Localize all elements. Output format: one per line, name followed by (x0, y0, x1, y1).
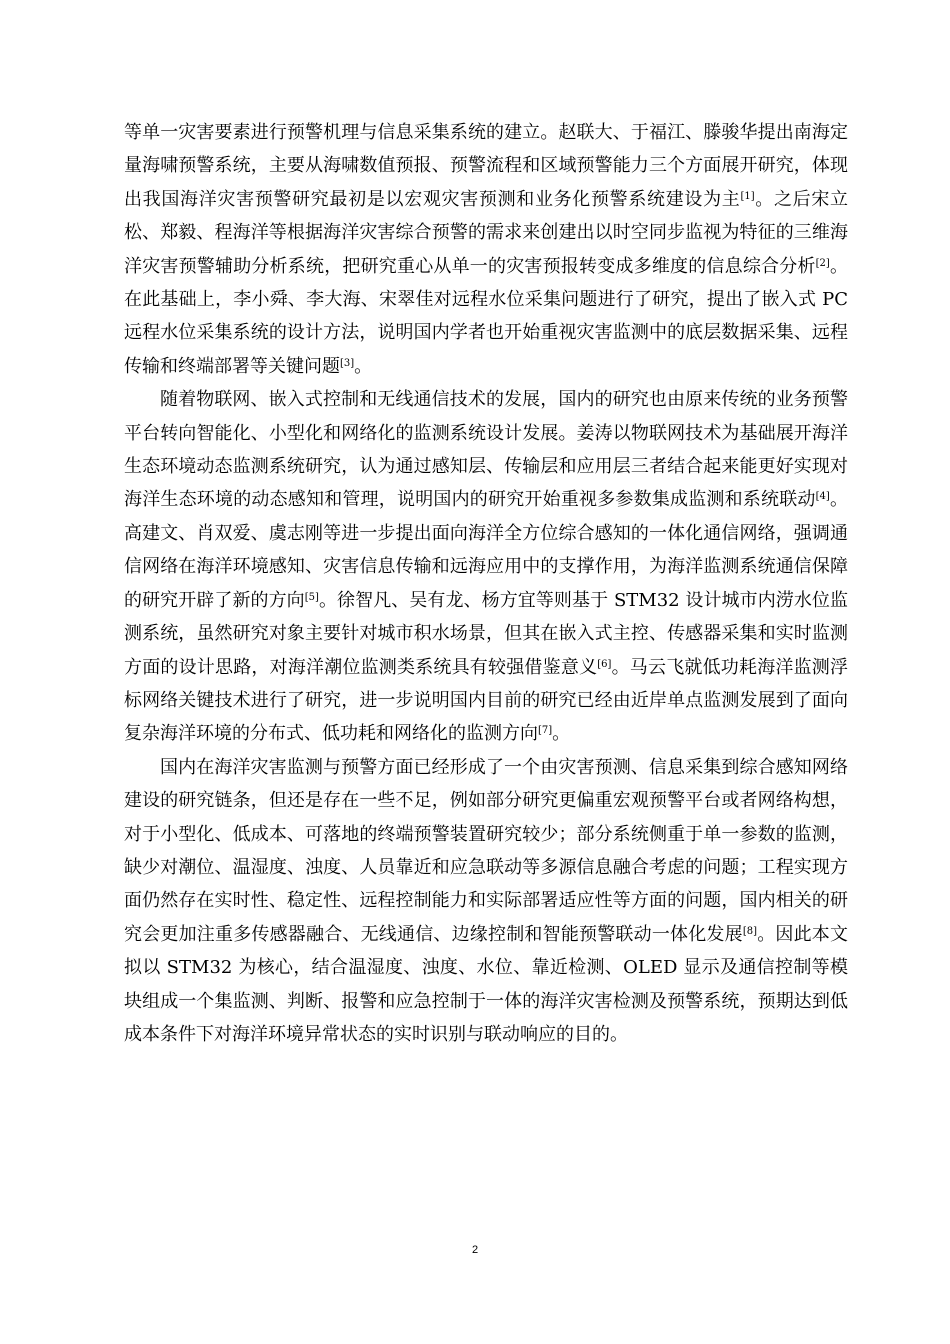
paragraph-text: 。 (552, 723, 571, 745)
citation-marker: [8] (742, 925, 757, 937)
paragraph-text: 。马云飞就低功耗海洋监测浮标网络关键技术进行了研究，进一步说明国内目前的研究已经由近岸单点监测发展到了面向复杂海洋环境的分布式、低功耗和网络化的监测方向 (124, 656, 848, 745)
citation-marker: [1] (740, 190, 755, 202)
paragraph-text: 。徐智凡、吴有龙、杨方宜等则基于 STM32 设计城市内涝水位监测系统，虽然研究对象主要针对城市积水场景，但其在嵌入式主控、传感器采集和实时监测方面的设计思路，对海洋潮位监测类系统具有较强借鉴意义 (124, 589, 848, 678)
citation-marker: [5] (304, 591, 319, 603)
citation-marker: [2] (815, 257, 830, 269)
citation-marker: [6] (597, 658, 612, 670)
citation-marker: [4] (815, 491, 830, 503)
paragraph-text: 。之后宋立松、郑毅、程海洋等根据海洋灾害综合预警的需求来创建出以时空同步监视为特征的三维海洋灾害预警辅助分析系统，把研究重心从单一的灾害预报转变成多维度的信息综合分析 (124, 188, 849, 277)
paragraph-text: 等单一灾害要素进行预警机理与信息采集系统的建立。赵联大、于福江、滕骏华提出南海定量海啸预警系统，主要从海啸数值预报、预警流程和区域预警能力三个方面展开研究，体现出我国海洋灾害预警研究最初是以宏观灾害预测和业务化预警系统建设为主 (124, 122, 848, 210)
paragraph (124, 751, 848, 1052)
page-number: 2 (471, 1244, 479, 1256)
paragraph-text: 。因此本文拟以 STM32 为核心，结合温湿度、浊度、水位、靠近检测、OLED 显示及通信控制等模块组成一个集监测、判断、报警和应急控制于一体的海洋灾害检测及预警系统，预期达到低成本条件下对海洋环境异常状态的实时识别与联动响应的目的。 (124, 923, 849, 1045)
paragraph (124, 116, 848, 383)
paragraph-text: 。在此基础上，李小舜、李大海、宋翠佳对远程水位采集问题进行了研究，提出了嵌入式 PC 远程水位采集系统的设计方法，说明国内学者也开始重视灾害监测中的底层数据采集、远程传输和终端部署等关键问题 (124, 255, 848, 377)
paragraph-text: 。高建文、肖双爱、虞志刚等进一步提出面向海洋全方位综合感知的一体化通信网络，强调通信网络在海洋环境感知、灾害信息传输和远海应用中的支撑作用，为海洋监测系统通信保障的研究开辟了新的方向 (124, 489, 848, 611)
citation-marker: [7] (538, 725, 553, 737)
paragraph-text: 。 (354, 355, 373, 377)
citation-marker: [3] (340, 357, 355, 369)
paragraph-text: 随着物联网、嵌入式控制和无线通信技术的发展，国内的研究也由原来传统的业务预警平台转向智能化、小型化和网络化的监测系统设计发展。姜涛以物联网技术为基础展开海洋生态环境动态监测系统研究，认为通过感知层、传输层和应用层三者结合起来能更好实现对海洋生态环境的动态感知和管理，说明国内的研究开始重视多参数集成监测和系统联动 (124, 389, 848, 511)
body-text (124, 116, 848, 1051)
paragraph (124, 383, 848, 750)
paragraph-text: 国内在海洋灾害监测与预警方面已经形成了一个由灾害预测、信息采集到综合感知网络建设的研究链条，但还是存在一些不足，例如部分研究更偏重宏观预警平台或者网络构想，对于小型化、低成本、可落地的终端预警装置研究较少；部分系统侧重于单一参数的监测，缺少对潮位、温湿度、浊度、人员靠近和应急联动等多源信息融合考虑的问题；工程实现方面仍然存在实时性、稳定性、远程控制能力和实际部署适应性等方面的问题，国内相关的研究会更加注重多传感器融合、无线通信、边缘控制和智能预警联动一体化发展 (124, 756, 848, 945)
